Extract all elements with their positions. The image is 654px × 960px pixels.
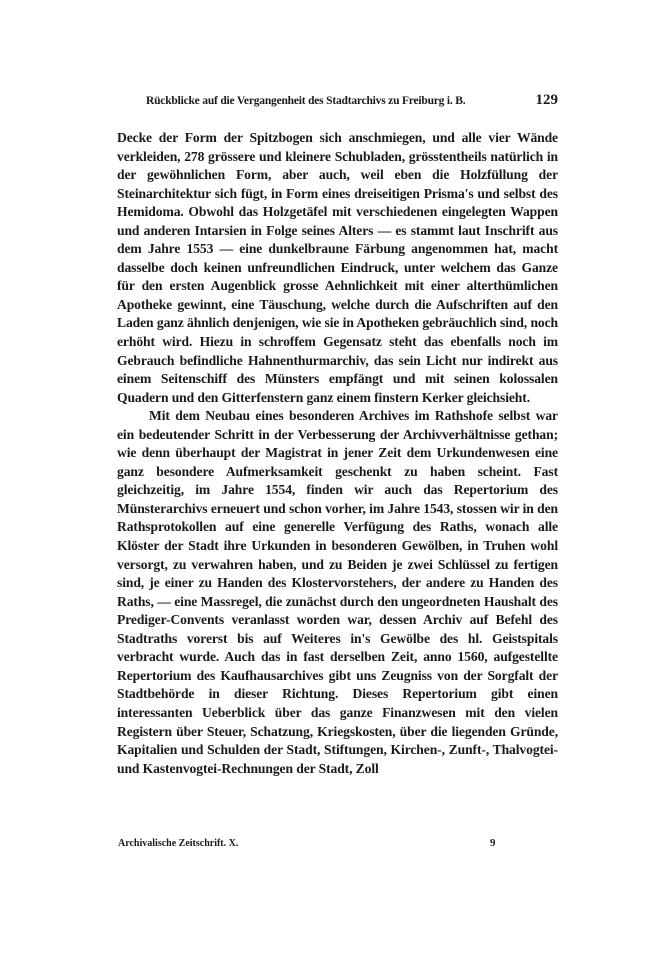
page-number: 129 bbox=[535, 92, 558, 108]
paragraph-1: Decke der Form der Spitzbogen sich anschmiegen, und alle vier Wände verkleiden, 278 grössere und kleinere Schubladen, grösstentheils natürlich in der gewöhnlichen Form, aber auch, weil eben die Holzfüllung der Steinarchitektur sich fügt, in Form eines dreiseitigen Prisma's und selbst des Hemidoma. Obwohl das Holzgetäfel mit verschiedenen eingelegten Wappen und anderen Intarsien in Folge seines Alters — es stammt laut Inschrift aus dem Jahre 1553 — eine dunkelbraune Färbung angenommen hat, macht dasselbe doch keinen unfreundlichen Eindruck, unter welchem das Ganze für den ersten Augenblick grosse Aehnlichkeit mit einer alterthümlichen Apotheke gewinnt, eine Täuschung, welche durch die Aufschriften auf den Laden ganz ähnlich denjenigen, wie sie in Apotheken gebräuchlich sind, noch erhöht wird. Hiezu in schroffem Gegensatz steht das ebenfalls noch im Gebrauch befindliche Hahnenthurmarchiv, das sein Licht nur indirekt aus einem Seitenschiff des Münsters empfängt und mit seinen kolossalen Quadern und den Gitterfenstern ganz einem finstern Kerker gleichsieht. bbox=[117, 130, 558, 405]
journal-title: Archivalische Zeitschrift. X. bbox=[118, 838, 239, 849]
paragraph-2: Mit dem Neubau eines besonderen Archives im Rathshofe selbst war ein bedeutender Schritt in der Verbesserung der Archivverhältnisse gethan; wie denn überhaupt der Magistrat in jener Zeit dem Urkundenwesen eine ganz besondere Aufmerksamkeit geschenkt zu haben scheint. Fast gleichzeitig, im Jahre 1554, finden wir auch das Repertorium des Münsterarchivs erneuert und schon vorher, im Jahre 1543, stossen wir in den Rathsprotokollen auf eine generelle Verfügung des Raths, wonach alle Klöster der Stadt ihre Urkunden in besonderen Gewölben, in Truhen wohl versorgt, zu verwahren haben, und zu Beiden je zwei Schlüssel zu fertigen sind, je einer zu Handen des Klostervorstehers, der andere zu Handen des Raths, — eine Massregel, die zunächst durch den ungeordneten Haushalt des Prediger-Convents veranlasst worden war, dessen Archiv auf Befehl des Stadtraths vorerst bis auf Weiteres in's Gewölbe des hl. Geistspitals verbracht wurde. Auch das in fast derselben Zeit, anno 1560, aufgestellte Repertorium des Kaufhausarchives gibt uns Zeugniss von der Sorgfalt der Stadtbehörde in dieser Richtung. Dieses Repertorium gibt einen interessanten Ueberblick über das ganze Finanzwesen mit den vielen Registern über Steuer, Schatzung, Kriegskosten, über die liegenden Gründe, Kapitalien und Schulden der Stadt, Stiftungen, Kirchen-, Zunft-, Thalvogtei- und Kastenvogtei-Rechnungen der Stadt, Zoll bbox=[117, 408, 558, 776]
page-footer bbox=[118, 838, 558, 854]
body-text bbox=[117, 129, 558, 778]
running-header bbox=[118, 94, 558, 112]
running-title: Rückblicke auf die Vergangenheit des Stadtarchivs zu Freiburg i. B. bbox=[146, 95, 466, 107]
signature-mark: 9 bbox=[490, 837, 496, 849]
